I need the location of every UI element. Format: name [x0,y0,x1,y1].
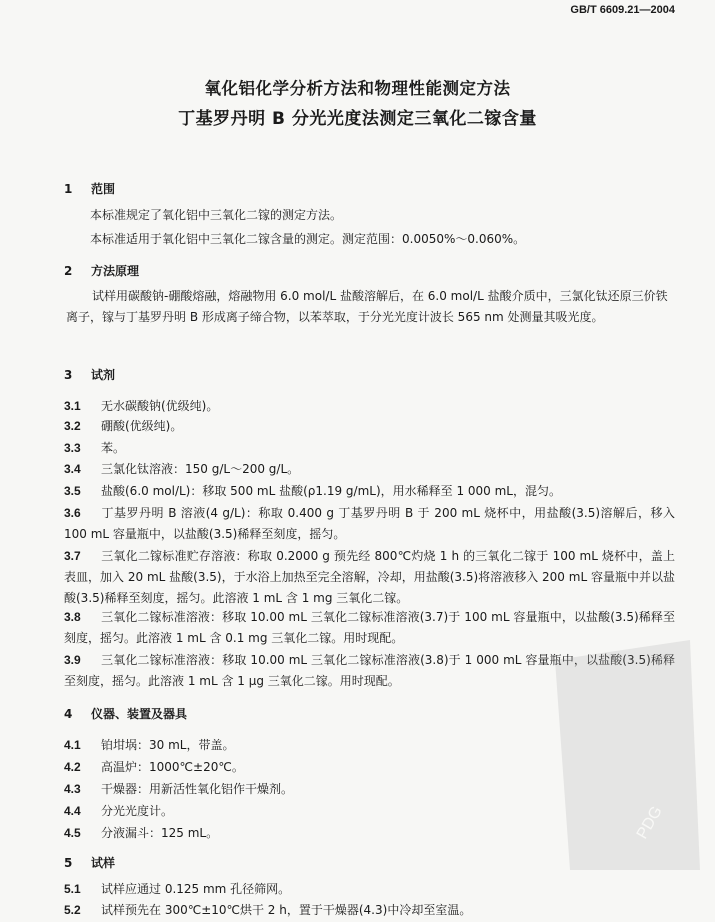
document-title-line1: 氧化铝化学分析方法和物理性能测定方法 [204,79,511,98]
item-number: 3.1 [64,399,81,413]
section-title: 仪器、装置及器具 [91,707,188,721]
item-text: 硼酸(优级纯)。 [101,419,183,433]
item-text: 铂坩埚：30 mL，带盖。 [101,738,235,752]
list-item-5-2 [64,900,675,921]
section-title: 试剂 [91,368,116,382]
item-number: 4.5 [64,826,81,840]
item-text: 无水碳酸钠(优级纯)。 [101,399,219,413]
item-text: 试样应通过 0.125 mm 孔径筛网。 [101,882,291,896]
list-item-3-1 [64,396,675,417]
standard-code: GB/T 6609.21—2004 [570,4,675,16]
item-text: 高温炉：1000℃±20℃。 [101,760,244,774]
section-number: 5 [64,856,73,870]
watermark-text: PDG [633,803,666,842]
item-number: 3.5 [64,484,81,498]
item-number: 4.4 [64,804,81,818]
item-number: 3.8 [64,610,81,624]
list-item-3-7 [64,546,675,609]
section-number: 4 [64,707,73,721]
item-text: 三氧化二镓标准溶液：移取 10.00 mL 三氧化二镓标准溶液(3.8)于 1 000 mL 容量瓶中，以盐酸(3.5)稀释至刻度，摇匀。此溶液 1 mL 含 1 μg 三氧化二镓。用时现配。 [64,653,675,688]
section-2-paragraph: 试样用碳酸钠-硼酸熔融，熔融物用 6.0 mol/L 盐酸溶解后，在 6.0 mol/L 盐酸介质中，三氯化钛还原三价铁离子，镓与丁基罗丹明 B 形成离子缔合物，以苯萃取，于分光光度计波长 565 nm 处测量其吸光度。 [66,289,668,324]
item-number: 3.6 [64,506,81,520]
section-4-heading [64,705,187,722]
item-number: 3.2 [64,419,81,433]
section-title: 试样 [91,856,116,870]
section-number: 3 [64,368,73,382]
item-number: 3.7 [64,549,81,563]
item-number: 3.3 [64,441,81,455]
section-3-heading [64,366,115,383]
section-1-heading [64,180,115,197]
watermark-stamp [550,640,700,870]
item-number: 5.2 [64,903,81,917]
section-title: 方法原理 [91,264,140,278]
item-number: 3.9 [64,653,81,667]
list-item-3-4 [64,459,675,480]
section-number: 2 [64,264,73,278]
item-number: 3.4 [64,462,81,476]
list-item-3-5 [64,481,675,502]
document-title-line2: 丁基罗丹明 B 分光光度法测定三氧化二镓含量 [178,109,537,129]
section-1-paragraph-2: 本标准适用于氧化铝中三氧化二镓含量的测定。测定范围：0.0050%～0.060%。 [90,232,526,246]
item-text: 盐酸(6.0 mol/L)：移取 500 mL 盐酸(ρ1.19 g/mL)，用水稀释至 1 000 mL，混匀。 [101,484,561,498]
item-text: 三氯化钛溶液：150 g/L～200 g/L。 [101,462,300,476]
item-text: 丁基罗丹明 B 溶液(4 g/L)：称取 0.400 g 丁基罗丹明 B 于 200 mL 烧杯中，用盐酸(3.5)溶解后，移入 100 mL 容量瓶中，以盐酸(3.5)稀释至刻度，摇匀。 [64,506,675,541]
item-text: 三氧化二镓标准溶液：移取 10.00 mL 三氧化二镓标准溶液(3.7)于 100 mL 容量瓶中，以盐酸(3.5)稀释至刻度，摇匀。此溶液 1 mL 含 0.1 mg 三氧化二镓。用时现配。 [64,610,675,645]
item-text: 分光光度计。 [101,804,174,818]
item-number: 5.1 [64,882,81,896]
item-text: 试样预先在 300℃±10℃烘干 2 h，置于干燥器(4.3)中冷却至室温。 [101,903,472,917]
list-item-5-1 [64,879,675,900]
section-2-heading [64,262,139,279]
item-number: 4.3 [64,782,81,796]
item-text: 分液漏斗：125 mL。 [101,826,219,840]
list-item-3-3 [64,438,675,459]
section-number: 1 [64,182,73,196]
section-1-paragraph-1: 本标准规定了氧化铝中三氧化二镓的测定方法。 [90,208,343,222]
item-text: 三氧化二镓标准贮存溶液：称取 0.2000 g 预先经 800℃灼烧 1 h 的三氧化二镓于 100 mL 烧杯中，盖上表皿，加入 20 mL 盐酸(3.5)，于水浴上加热至完全溶解，冷却，用盐酸(3.5)将溶液移入 200 mL 容量瓶中并以盐酸(3.5)稀释至刻度，摇匀。此溶液 1 mL 含 1 mg 三氧化二镓。 [64,549,675,605]
section-5-heading [64,854,115,871]
item-number: 4.2 [64,760,81,774]
item-text: 苯。 [101,441,126,455]
section-title: 范围 [91,182,116,196]
list-item-3-6 [64,503,675,545]
item-text: 干燥器：用新活性氧化铝作干燥剂。 [101,782,294,796]
item-number: 4.1 [64,738,81,752]
list-item-3-2 [64,416,675,437]
